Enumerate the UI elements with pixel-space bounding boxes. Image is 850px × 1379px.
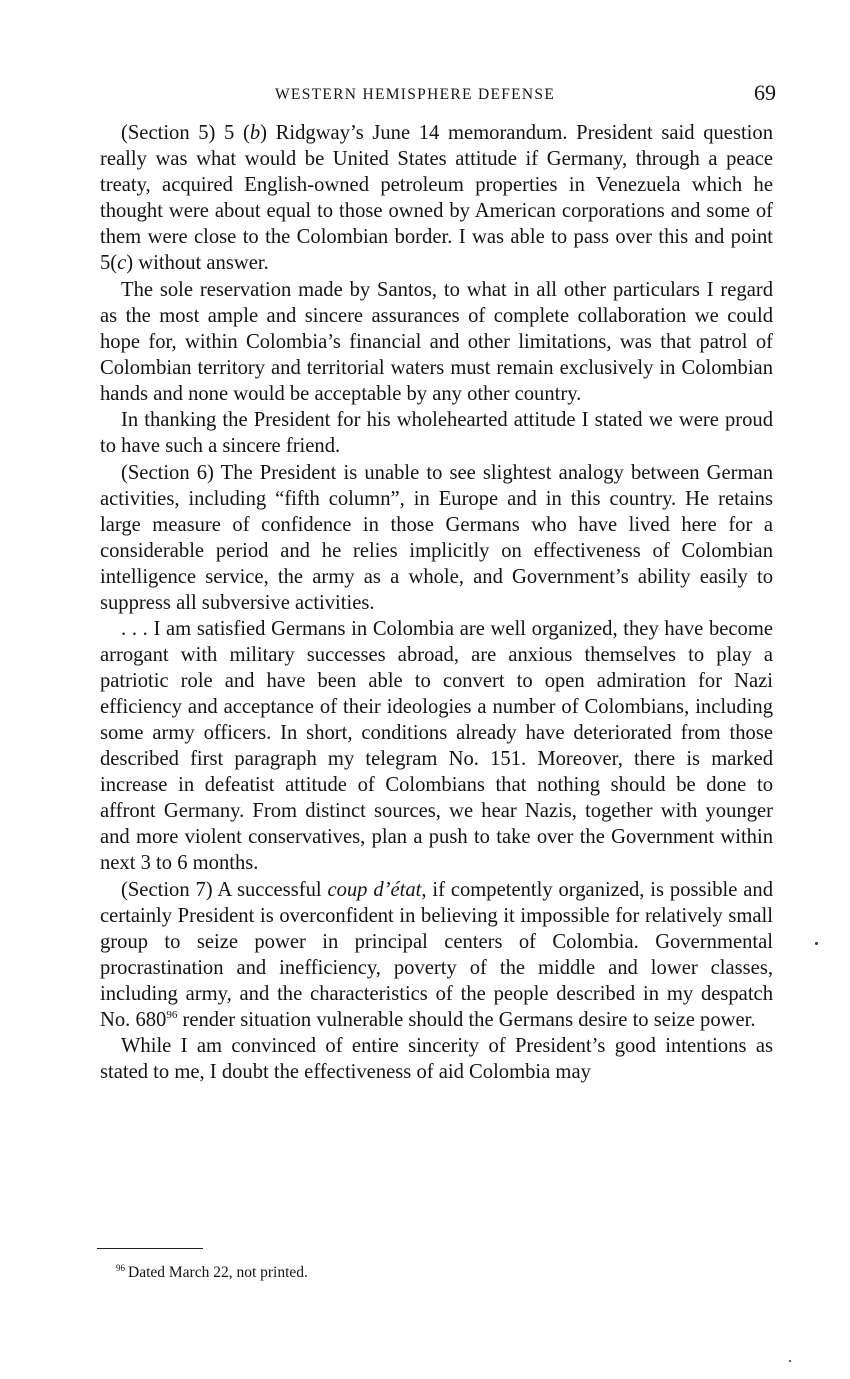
paragraph-thanking: In thanking the President for his wholehearted attitude I stated we were proud to have such a sincere friend. [100, 409, 773, 457]
paragraph-sole-reservation: The sole reservation made by Santos, to what in all other particulars I regard as the most ample and sincere assurances of complete collaboration we could hope for, within Colombia’s financial and other limitations, was that patrol of Colombian territory and territorial waters must remain exclusively in Colombian hands and none would be acceptable by any other country. [100, 278, 773, 405]
footnote-rule [97, 1248, 203, 1249]
paragraph-while-convinced: While I am convinced of entire sincerity of President’s good intentions as stated to me, I doubt the effectiveness of aid Colombia may [100, 1035, 773, 1083]
paragraph-text: render situation vulnerable should the Germans desire to seize power. [177, 1008, 756, 1031]
footnote [116, 1263, 308, 1283]
paragraph-italic: c [117, 252, 127, 274]
paragraph-text: ) without answer. [126, 252, 269, 274]
paragraph-text: , if competently organized, is possible and certainly President is overconfident in believing it impossible for relatively small group to seize power in principal centers of Colombia. Governmental procrastination and inefficiency, poverty of the middle and lower classes, including army, and the characteristics of the people described in my despatch No. 680 [100, 878, 773, 1031]
paragraph-section-5 [100, 120, 773, 276]
paragraph-italic: coup d’état [327, 878, 422, 901]
page-number: 69 [754, 80, 776, 105]
footnote-mark: 96 [116, 1263, 125, 1273]
print-speck [815, 942, 818, 945]
paragraph-section-7 [100, 877, 773, 1033]
body-text [100, 120, 773, 1085]
footnote-reference: 96 [166, 1008, 178, 1021]
paragraph-text: ) Ridgway’s June 14 memorandum. President said question really was what would be United States attitude if Germany, through a peace treaty, acquired English-owned petroleum properties in Venezuela which he thought were about equal to those owned by American corporations and some of them were close to the Colombian border. I was able to pass over this and point 5( [100, 122, 773, 274]
paragraph-italic: b [249, 122, 261, 144]
paragraph-text: (Section 7) A successful [121, 878, 328, 901]
running-title: WESTERN HEMISPHERE DEFENSE [275, 86, 556, 103]
paragraph-section-6: (Section 6) The President is unable to see slightest analogy between German activities, including “fifth column”, in Europe and in this country. He retains large measure of confidence in those Germans who have lived here for a considerable period and he relies implicitly on effectiveness of Colombian intelligence service, the army as a whole, and Government’s ability easily to suppress all subversive activities. [100, 461, 773, 614]
running-header [100, 80, 780, 108]
paragraph-text: (Section 5) 5 ( [121, 122, 250, 144]
paragraph-germans-organized: . . . I am satisfied Germans in Colombia are well organized, they have become arrogant with military successes abroad, are anxious themselves to play a patriotic role and have been able to convert to open admiration for Nazi efficiency and acceptance of their ideologies a number of Colombians, including some army officers. In short, conditions already have deteriorated from those described first paragraph my telegram No. 151. Moreover, there is marked increase in defeatist attitude of Colombians that nothing should be done to affront Germany. From distinct sources, we hear Nazis, together with younger and more violent conservatives, plan a push to take over the Government within next 3 to 6 months. [100, 618, 773, 874]
print-speck [789, 1360, 791, 1362]
footnote-text: Dated March 22, not printed. [128, 1264, 308, 1281]
